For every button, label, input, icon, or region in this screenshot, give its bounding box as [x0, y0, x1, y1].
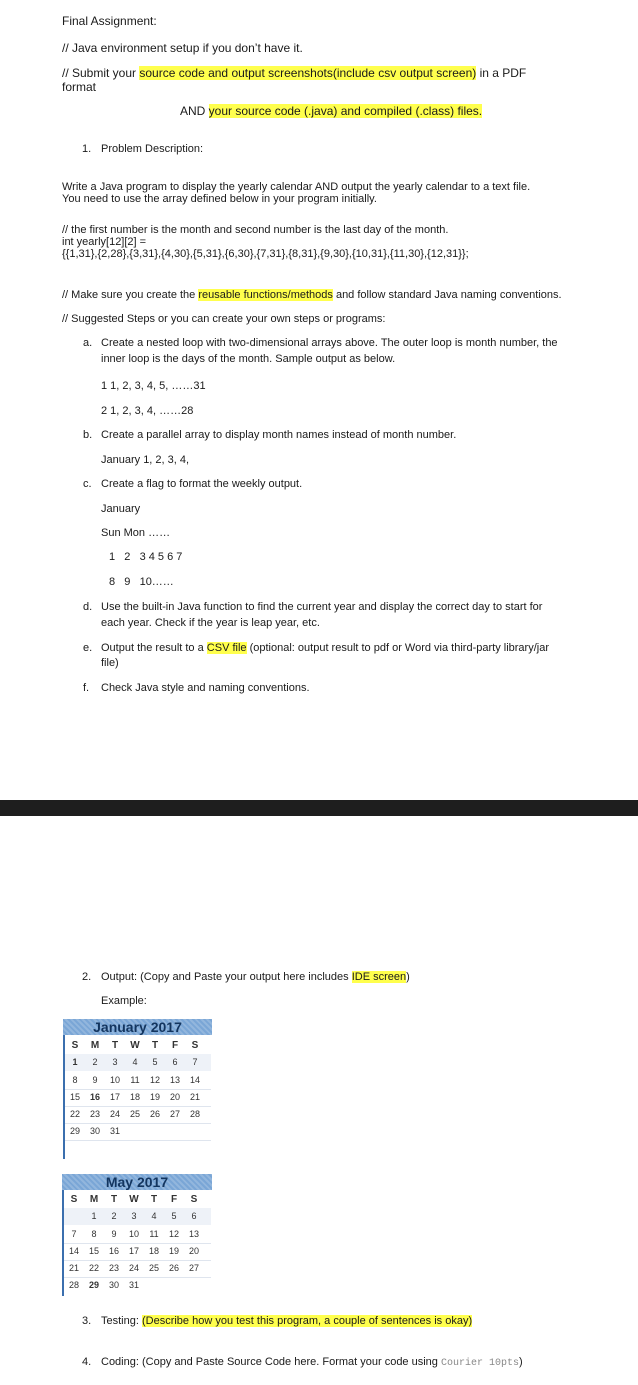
day-cell	[185, 1123, 205, 1140]
description-line-2: You need to use the array defined below in your program initially.	[62, 193, 377, 205]
day-cell: 7	[71, 1229, 77, 1239]
day-cell: 2	[111, 1211, 117, 1221]
day-cell: 29	[69, 1126, 80, 1136]
day-cell: 25	[129, 1109, 140, 1119]
submit-note-highlight: source code and output screenshots(include csv output screen)	[139, 66, 477, 80]
day-cell: 24	[128, 1263, 139, 1273]
day-cell	[165, 1123, 185, 1140]
day-cell: 4	[151, 1211, 157, 1221]
calendar-week-row	[64, 1208, 204, 1225]
day-cell: 14	[68, 1246, 79, 1256]
section-4-title	[101, 1356, 523, 1369]
day-cell: 6	[191, 1211, 197, 1221]
section-4-pre: Coding: (Copy and Paste Source Code here. Format your code using	[101, 1356, 441, 1368]
day-cell: 21	[68, 1263, 79, 1273]
day-cell: 18	[148, 1246, 159, 1256]
calendar-week-row	[65, 1072, 205, 1089]
day-cell: 23	[89, 1109, 100, 1119]
step-b-text: Create a parallel array to display month names instead of month number.	[101, 429, 457, 441]
weekday: W	[129, 1194, 139, 1205]
section-2-post: )	[406, 971, 410, 983]
step-c-sample-3: 1 2 3 4 5 6 7	[109, 551, 183, 563]
calendar-week-row	[64, 1277, 204, 1294]
day-cell: 31	[128, 1280, 139, 1290]
day-cell: 17	[128, 1246, 139, 1256]
calendar-week-row	[65, 1054, 205, 1071]
day-cell: 19	[149, 1092, 160, 1102]
day-cell: 5	[152, 1057, 158, 1067]
submit-note	[62, 66, 526, 80]
day-cell: 27	[169, 1109, 180, 1119]
day-cell: 22	[88, 1263, 99, 1273]
step-b-label: b.	[83, 429, 93, 441]
day-cell	[164, 1277, 184, 1294]
day-cell: 19	[168, 1246, 179, 1256]
day-cell: 16	[89, 1092, 100, 1102]
day-cell: 10	[109, 1075, 120, 1085]
weekday: M	[90, 1040, 100, 1051]
day-cell: 13	[169, 1075, 180, 1085]
step-a-sample-2: 2 1, 2, 3, 4, ……28	[101, 405, 194, 417]
day-cell: 3	[131, 1211, 137, 1221]
step-c-sample-4: 8 9 10……	[109, 576, 174, 588]
section-4-monospace-sample: Courier 10pts	[440, 1358, 519, 1369]
day-cell: 25	[148, 1263, 159, 1273]
calendar-may-weekdays	[64, 1191, 204, 1208]
doc-title: Final Assignment:	[62, 14, 157, 28]
day-cell: 20	[188, 1246, 199, 1256]
suggested-steps: // Suggested Steps or you can create your own steps or programs:	[62, 313, 386, 325]
page-break	[0, 800, 638, 816]
day-cell: 29	[88, 1280, 99, 1290]
step-a-sample-1: 1 1, 2, 3, 4, 5, ……31	[101, 380, 206, 392]
day-cell: 8	[91, 1229, 97, 1239]
calendar-week-row	[64, 1260, 204, 1277]
weekday: F	[170, 1194, 178, 1205]
section-4-post: )	[518, 1356, 523, 1368]
day-cell: 14	[189, 1075, 200, 1085]
day-cell: 15	[69, 1092, 80, 1102]
day-cell: 4	[132, 1057, 138, 1067]
day-cell: 2	[92, 1057, 98, 1067]
day-cell: 12	[168, 1229, 179, 1239]
section-2-title	[101, 971, 410, 983]
section-2-pre: Output: (Copy and Paste your output here includes	[101, 971, 352, 983]
section-1-title: Problem Description:	[101, 143, 204, 155]
step-d-label: d.	[83, 601, 93, 613]
calendar-week-row	[64, 1226, 204, 1243]
example-label: Example:	[101, 995, 147, 1007]
step-e-pre: Output the result to a	[101, 642, 207, 654]
section-1-number: 1.	[82, 143, 92, 155]
day-cell: 26	[149, 1109, 160, 1119]
weekday: T	[110, 1194, 118, 1205]
functions-note-highlight: reusable functions/methods	[198, 289, 333, 301]
weekday: T	[111, 1040, 119, 1051]
section-3-highlight: (Describe how you test this program, a couple of sentences is okay)	[141, 1315, 473, 1327]
day-cell: 11	[130, 1075, 140, 1085]
setup-note: // Java environment setup if you don’t have it.	[62, 41, 303, 55]
section-2-highlight: IDE screen	[351, 971, 407, 983]
and-note	[180, 104, 482, 118]
day-cell: 23	[108, 1263, 119, 1273]
step-f-text: Check Java style and naming conventions.	[101, 682, 310, 694]
submit-note-pre: // Submit your	[62, 66, 140, 80]
section-4-number: 4.	[82, 1356, 92, 1368]
day-cell: 31	[109, 1126, 120, 1136]
code-declaration: int yearly[12][2] =	[62, 236, 147, 248]
calendar-january-divider	[65, 1140, 211, 1141]
step-c-sample-1: January	[101, 503, 141, 515]
calendar-may-title: May 2017	[62, 1174, 212, 1190]
submit-note-cont: format	[62, 80, 97, 94]
day-cell: 9	[92, 1075, 98, 1085]
functions-note-pre: // Make sure you create the	[62, 289, 199, 301]
weekday: M	[89, 1194, 99, 1205]
and-note-highlight: your source code (.java) and compiled (.class) files.	[208, 104, 483, 118]
day-cell: 28	[68, 1280, 79, 1290]
day-cell: 6	[172, 1057, 178, 1067]
step-b-sample: January 1, 2, 3, 4,	[101, 454, 190, 466]
calendar-week-row	[65, 1123, 205, 1140]
calendar-week-row	[64, 1243, 204, 1260]
section-3-number: 3.	[82, 1315, 92, 1327]
weekday: T	[151, 1040, 159, 1051]
day-cell: 30	[89, 1126, 100, 1136]
section-3-title	[101, 1315, 472, 1327]
calendar-january-weekdays	[65, 1037, 205, 1054]
code-comment: // the first number is the month and second number is the last day of the month.	[62, 224, 449, 236]
day-cell: 1	[72, 1057, 78, 1067]
submit-note-post: in a PDF	[476, 66, 527, 80]
step-c-text: Create a flag to format the weekly output.	[101, 478, 303, 490]
step-e-cont: file)	[101, 657, 119, 669]
weekday: F	[171, 1040, 179, 1051]
day-cell: 28	[189, 1109, 200, 1119]
weekday: T	[150, 1194, 158, 1205]
step-f-label: f.	[83, 682, 90, 694]
step-c-label: c.	[83, 478, 92, 490]
day-cell	[145, 1123, 165, 1140]
weekday: S	[71, 1040, 79, 1051]
day-cell	[64, 1208, 84, 1225]
functions-note	[62, 289, 562, 301]
step-d-text-1: Use the built-in Java function to find the current year and display the correct day to start for	[101, 601, 543, 613]
description-line-1: Write a Java program to display the yearly calendar AND output the yearly calendar to a text file.	[62, 181, 531, 193]
day-cell	[144, 1277, 164, 1294]
weekday: S	[190, 1194, 198, 1205]
step-e-text	[101, 642, 549, 654]
day-cell: 11	[149, 1229, 159, 1239]
calendar-january-title: January 2017	[63, 1019, 212, 1035]
day-cell: 20	[169, 1092, 180, 1102]
day-cell: 21	[189, 1092, 200, 1102]
section-3-pre: Testing:	[101, 1315, 142, 1327]
day-cell	[184, 1277, 204, 1294]
step-a-text-2: inner loop is the days of the month. Sample output as below.	[101, 353, 396, 365]
day-cell: 17	[109, 1092, 120, 1102]
code-values: {{1,31},{2,28},{3,31},{4,30},{5,31},{6,30},{7,31},{8,31},{9,30},{10,31},{11,30},{12,31}};	[62, 248, 469, 260]
day-cell: 27	[188, 1263, 199, 1273]
day-cell: 13	[188, 1229, 199, 1239]
day-cell: 22	[69, 1109, 80, 1119]
calendar-week-row	[65, 1106, 205, 1123]
section-2-number: 2.	[82, 971, 92, 983]
day-cell: 24	[109, 1109, 120, 1119]
day-cell: 1	[91, 1211, 97, 1221]
day-cell: 30	[108, 1280, 119, 1290]
and-note-pre: AND	[180, 104, 209, 118]
day-cell: 9	[111, 1229, 117, 1239]
day-cell: 16	[108, 1246, 119, 1256]
weekday: W	[130, 1040, 140, 1051]
day-cell: 18	[129, 1092, 140, 1102]
day-cell	[125, 1123, 145, 1140]
step-a-text-1: Create a nested loop with two-dimensional arrays above. The outer loop is month number, the	[101, 337, 558, 349]
calendar-week-row	[65, 1089, 205, 1106]
day-cell: 15	[88, 1246, 99, 1256]
functions-note-post: and follow standard Java naming conventions.	[332, 289, 562, 301]
step-a-label: a.	[83, 337, 93, 349]
step-e-post: (optional: output result to pdf or Word via third-party library/jar	[246, 642, 549, 654]
day-cell: 7	[192, 1057, 198, 1067]
step-e-highlight: CSV file	[206, 642, 247, 654]
step-d-text-2: each year. Check if the year is leap year, etc.	[101, 617, 320, 629]
day-cell: 8	[72, 1075, 78, 1085]
day-cell: 10	[128, 1229, 139, 1239]
weekday: S	[191, 1040, 199, 1051]
day-cell: 3	[112, 1057, 118, 1067]
step-e-label: e.	[83, 642, 93, 654]
step-c-sample-2: Sun Mon ……	[101, 527, 171, 539]
day-cell: 12	[149, 1075, 160, 1085]
day-cell: 26	[168, 1263, 179, 1273]
day-cell: 5	[171, 1211, 177, 1221]
weekday: S	[70, 1194, 78, 1205]
